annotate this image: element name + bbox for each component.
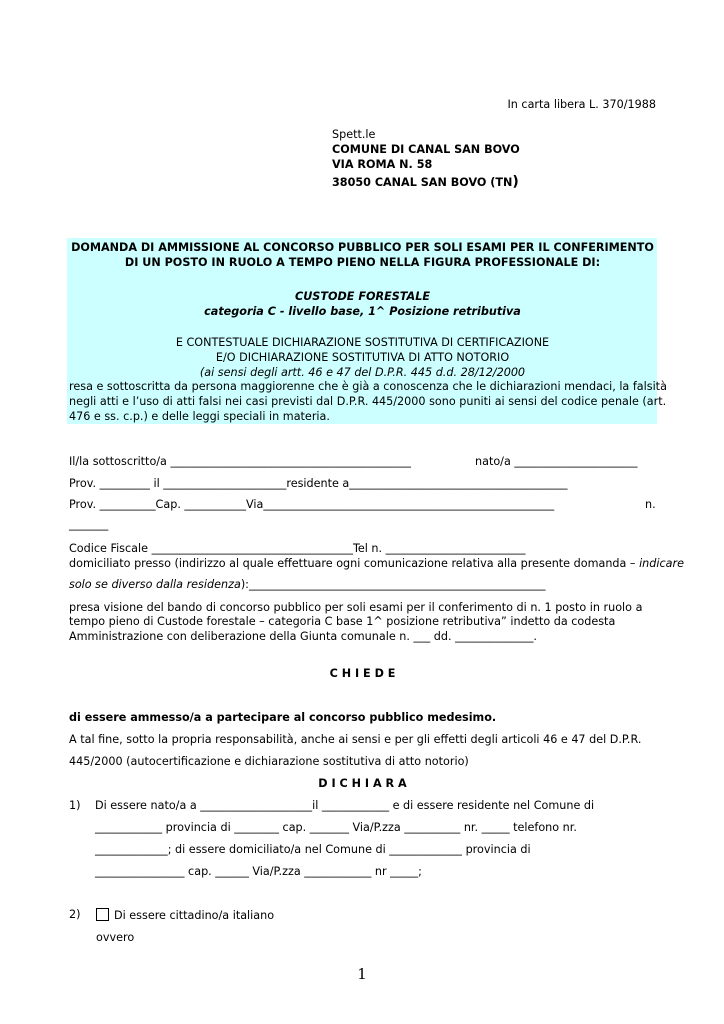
field-sottoscritto[interactable]: Il/la sottoscritto/a ___________________________________________: [69, 455, 412, 468]
top-note: In carta libera L. 370/1988: [507, 98, 656, 111]
field-domicilio-label: domiciliato presso (indirizzo al quale effettuare ogni comunicazione relativa alla presente domanda – indicare: [69, 557, 684, 570]
item-2-label: Di essere cittadino/a italiano: [114, 909, 275, 922]
field-nato[interactable]: nato/a ______________________: [475, 455, 638, 468]
header-note-1: resa e sottoscritta da persona maggiorenne che è già a conoscenza che le dichiarazioni mendaci, la falsità: [69, 380, 667, 393]
item-1-line-4[interactable]: ________________ cap. ______ Via/P.zza ____________ nr _____;: [95, 865, 422, 878]
paragraph-bando-3: Amministrazione con deliberazione della Giunta comunale n. ___ dd. ______________.: [69, 630, 537, 643]
dichiara-heading: D I C H I A R A: [318, 777, 407, 790]
recipient-city: 38050 CANAL SAN BOVO (TN): [332, 174, 519, 190]
chiede-paragraph-2: 445/2000 (autocertificazione e dichiarazione sostitutiva di atto notorio): [69, 755, 469, 768]
header-decl-3: (ai sensi degli artt. 46 e 47 del D.P.R. 445 d.d. 28/12/2000: [199, 366, 526, 379]
page-number: 1: [357, 965, 367, 983]
header-note-3: 476 e ss. c.p.) e delle leggi speciali in materia.: [69, 410, 330, 423]
citizenship-checkbox[interactable]: [96, 908, 109, 921]
field-prov-residenza[interactable]: Prov. _________ il ______________________residente a_______________________________________: [69, 477, 568, 490]
header-note-2: negli atti e l’uso di atti falsi nei casi previsti dal D.P.R. 445/2000 sono puniti ai sensi del codice penale (art.: [69, 395, 667, 408]
chiede-request: di essere ammesso/a a partecipare al concorso pubblico medesimo.: [69, 711, 497, 724]
recipient-name: COMUNE DI CANAL SAN BOVO: [332, 143, 520, 156]
header-title-1: DOMANDA DI AMMISSIONE AL CONCORSO PUBBLICO PER SOLI ESAMI PER IL CONFERIMENTO: [71, 241, 654, 254]
chiede-paragraph-1: A tal fine, sotto la propria responsabilità, anche ai sensi e per gli effetti degli articoli 46 e 47 del D.P.R.: [69, 733, 642, 746]
paragraph-bando-1: presa visione del bando di concorso pubblico per soli esami per il conferimento di n. 1 posto in ruolo a: [69, 601, 643, 614]
header-role: CUSTODE FORESTALE: [295, 290, 430, 303]
item-1-line-1[interactable]: Di essere nato/a a ____________________il ____________ e di essere residente nel Comune di: [95, 799, 595, 812]
item-1-line-2[interactable]: ____________ provincia di ________ cap. _______ Via/P.zza __________ nr. _____ telefono nr.: [95, 821, 577, 834]
chiede-heading: C H I E D E: [329, 667, 396, 680]
header-title-2: DI UN POSTO IN RUOLO A TEMPO PIENO NELLA FIGURA PROFESSIONALE DI:: [124, 256, 601, 269]
header-decl-1: E CONTESTUALE DICHIARAZIONE SOSTITUTIVA DI CERTIFICAZIONE: [175, 336, 550, 349]
header-category: categoria C - livello base, 1^ Posizione retributiva: [204, 305, 521, 318]
item-2-row: [96, 908, 274, 922]
field-numero[interactable]: _______: [69, 518, 109, 531]
paragraph-bando-2: tempo pieno di Custode forestale – categoria C base 1^ posizione retributiva” indetto da codesta: [69, 615, 616, 628]
field-domicilio[interactable]: solo se diverso dalla residenza):_____________________________________________________: [69, 578, 546, 591]
item-2-number: 2): [69, 908, 81, 921]
recipient-street: VIA ROMA N. 58: [332, 158, 433, 171]
item-1-number: 1): [69, 799, 81, 812]
item-2-or: ovvero: [96, 931, 135, 944]
recipient-salutation: Spett.le: [332, 128, 376, 141]
header-decl-2: E/O DICHIARAZIONE SOSTITUTIVA DI ATTO NOTORIO: [215, 351, 510, 364]
item-1-line-3[interactable]: _____________; di essere domiciliato/a nel Comune di _____________ provincia di: [95, 843, 531, 856]
field-prov-cap-via[interactable]: Prov. __________Cap. ___________Via____________________________________________________: [69, 498, 555, 511]
field-numero-label: n.: [645, 498, 656, 511]
field-codice-fiscale-tel[interactable]: Codice Fiscale ____________________________________Tel n. _________________________: [69, 542, 526, 555]
